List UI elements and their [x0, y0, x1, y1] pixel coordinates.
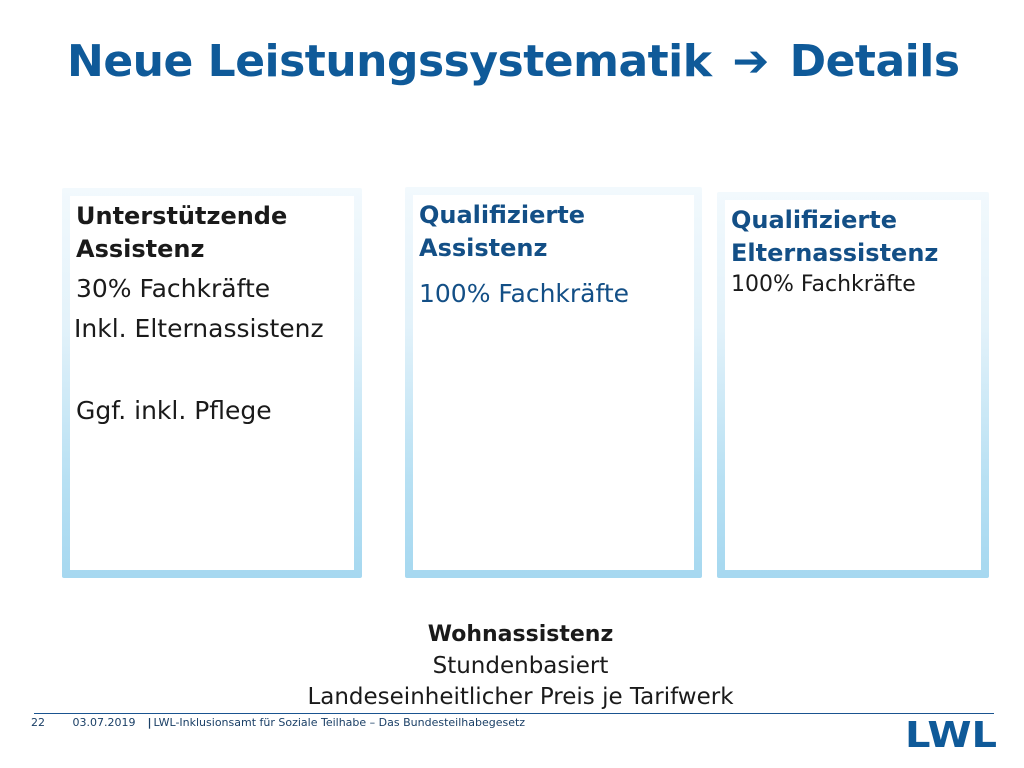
page-number: 22 [31, 716, 45, 729]
wohnassistenz-line: Landeseinheitlicher Preis je Tarifwerk [307, 684, 734, 710]
arrow-right-icon: ➔ [732, 36, 769, 87]
footer-text: LWL-Inklusionsamt für Soziale Teilhabe – Das Bundesteilhabegesetz [153, 716, 526, 729]
box-line: Inkl. Elternassistenz [74, 314, 324, 343]
box-unterstuetzende-assistenz [62, 188, 362, 578]
box-content [725, 200, 981, 570]
wohnassistenz-title: Wohnassistenz [427, 622, 614, 647]
box-line: 30% Fachkräfte [76, 274, 271, 303]
lwl-logo [905, 715, 997, 751]
title-text-right: Details [789, 36, 960, 87]
box-title: Qualifizierte Assistenz [419, 201, 585, 262]
slide-title [67, 36, 960, 87]
box-line: 100% Fachkräfte [419, 279, 630, 308]
footer-divider [34, 713, 994, 714]
box-title: Unterstützende Assistenz [76, 202, 288, 263]
box-qualifizierte-elternassistenz [717, 192, 989, 578]
box-line: 100% Fachkräfte [731, 272, 916, 297]
footer [31, 716, 533, 729]
box-title: Qualifizierte Elternassistenz [731, 206, 939, 267]
footer-date: 03.07.2019 [72, 716, 136, 729]
wohnassistenz-block [0, 619, 1024, 713]
box-content [413, 195, 694, 570]
footer-separator: | [147, 716, 152, 729]
box-content [70, 196, 354, 570]
title-text-left: Neue Leistungssystematik [67, 36, 712, 87]
box-qualifizierte-assistenz [405, 187, 702, 578]
box-line: Ggf. inkl. Pflege [76, 396, 272, 425]
wohnassistenz-line: Stundenbasiert [432, 653, 609, 679]
logo-text: LWL [905, 715, 997, 751]
